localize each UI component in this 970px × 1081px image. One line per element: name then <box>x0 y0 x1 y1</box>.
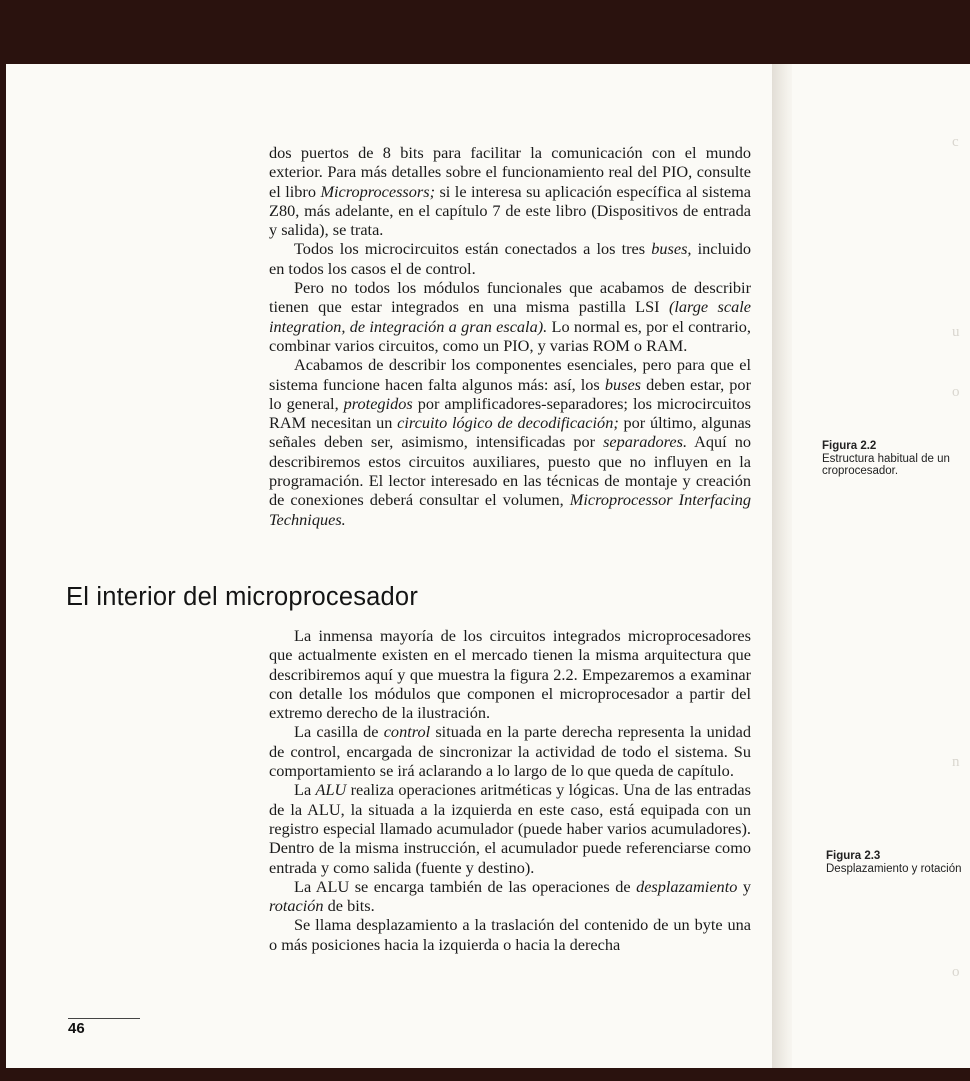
page-number-rule <box>68 1018 140 1019</box>
paragraph: Pero no todos los módulos funcionales que acabamos de describir tienen que estar integrados en una misma pastilla LSI (large scale integration, de integración a gran escala). Lo normal es, por el contrario, combinar varios circuitos, como un PIO, y varias ROM o RAM. <box>269 278 751 355</box>
bleed-through-mark: o <box>952 964 960 980</box>
paragraph: Todos los microcircuitos están conectados a los tres buses, incluido en todos los casos el de control. <box>269 239 751 278</box>
caption-line: Desplazamiento y rotación <box>826 862 962 875</box>
paragraph: Acabamos de describir los componentes esenciales, pero para que el sistema funcione hacen falta algunos más: así, los buses deben estar, por lo general, protegidos por amplificadores-separadores; los microcircuitos RAM necesitan un circuito lógico de decodificación; por último, algunas señales deben ser, asimismo, intensificadas por separadores. Aquí no describiremos estos circuitos auxiliares, puesto que no influyen en la programación. El lector interesado en las técnicas de montaje y creación de conexiones deberá consultar el volumen, Microprocessor Interfacing Techniques. <box>269 355 752 529</box>
page-number: 46 <box>68 1020 85 1037</box>
section-heading: El interior del microprocesador <box>66 583 419 611</box>
paragraph: La ALU realiza operaciones aritméticas y lógicas. Una de las entradas de la ALU, la situada a la izquierda en este caso, está equipada con un registro especial llamado acumulador (puede haber varios acumuladores). Dentro de la misma instrucción, el acumulador puede referenciarse como entrada y como salida (fuente y destino). <box>269 780 751 877</box>
caption-line: croprocesador. <box>822 465 899 477</box>
scan-background-bottom <box>0 1068 970 1081</box>
bleed-through-mark: o <box>952 384 960 400</box>
paragraph: dos puertos de 8 bits para facilitar la comunicación con el mundo exterior. Para más detalles sobre el funcionamiento real del PIO, consulte el libro Microprocessors; si le interesa su aplicación específica al sistema Z80, más adelante, en el capítulo 7 de este libro (Dispositivos de entrada y salida), se trata. <box>269 143 751 240</box>
figure-caption-2-2 <box>822 440 950 478</box>
paragraph: La ALU se encarga también de las operaciones de desplazamiento y rotación de bits. <box>269 876 751 916</box>
text-block-top <box>269 143 751 529</box>
caption-line: Estructura habitual de un <box>822 452 950 465</box>
paragraph: La inmensa mayoría de los circuitos integrados microprocesadores que actualmente existen en el mercado tienen la misma arquitectura que describiremos aquí y que muestra la figura 2.2. Empezaremos a examinar con detalle los módulos que componen el microprocesador a partir del extremo derecho de la ilustración. <box>269 626 751 723</box>
figure-caption-2-3 <box>826 850 962 875</box>
figure-label: Figura 2.3 <box>826 850 881 862</box>
bleed-through-mark: u <box>952 324 960 340</box>
facing-page <box>792 64 970 1068</box>
bleed-through-mark: c <box>952 134 959 150</box>
bleed-through-mark: n <box>952 754 960 770</box>
paragraph: Se llama desplazamiento a la traslación del contenido de un byte una o más posiciones hacia la izquierda o hacia la derecha <box>269 915 751 954</box>
text-block-bottom <box>269 626 751 954</box>
paragraph: La casilla de control situada en la parte derecha representa la unidad de control, encargada de sincronizar la actividad de todo el sistema. Su comportamiento se irá aclarando a lo largo de lo que queda de capítulo. <box>269 722 751 781</box>
figure-label: Figura 2.2 <box>822 440 877 452</box>
scan-background-top <box>0 0 970 64</box>
